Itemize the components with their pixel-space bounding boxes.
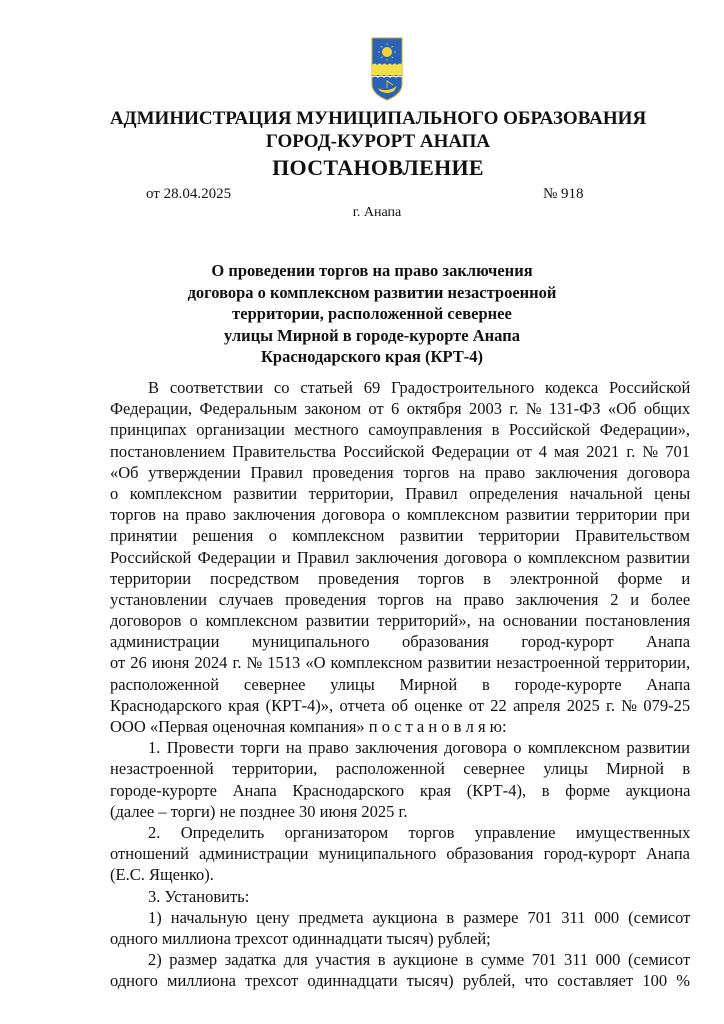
body-line: администрации муниципального образования город-курорт Анапа [110, 632, 691, 652]
body-line: 1) начальную цену предмета аукциона в размере 701 311 000 (семисот [148, 907, 691, 927]
title-line: Краснодарского края (КРТ-4) [260, 347, 484, 366]
title-line: договора о комплексном развитии незастроенной [187, 282, 557, 302]
title-line: территории, расположенной севернее [232, 304, 512, 323]
body-line: договоров о комплексном развитии территорий», на основании постановления [110, 611, 691, 631]
body-line: расположенной севернее улицы Мирной в городе-курорте Анапа [110, 674, 691, 694]
body-line: «Об утверждении Правил проведения торгов на право заключения договора [110, 462, 691, 482]
body-line: (Е.С. Ященко). [110, 865, 214, 885]
doc-type: ПОСТАНОВЛЕНИЕ [272, 155, 484, 180]
body-line: торгов на право заключения договора о комплексном развитии территории при [110, 505, 690, 525]
org-name: АДМИНИСТРАЦИЯ МУНИЦИПАЛЬНОГО ОБРАЗОВАНИЯ [109, 108, 647, 129]
body-line: от 26 июня 2024 г. № 1513 «О комплексном развитии незастроенной территории, [110, 653, 691, 673]
body-line: 2. Определить организатором торгов управление имущественных [148, 822, 691, 842]
body-line: постановлением Правительства Российской Федерации от 4 мая 2021 г. № 701 [110, 441, 690, 461]
body-line: одного миллиона трехсот одиннадцати тысяч) рублей; [110, 928, 491, 948]
body-line: 2) размер задатка для участия в аукционе в сумме 701 311 000 (семисот [148, 950, 691, 970]
body-line: (далее – торги) не позднее 30 июня 2025 г. [110, 801, 408, 821]
body-line: Краснодарского края (КРТ-4)», отчета об оценке от 22 апреля 2025 г. № 079-25 [110, 695, 691, 715]
body-line: В соответствии со статьей 69 Градостроительного кодекса Российской [148, 378, 691, 397]
body-line: ООО «Первая оценочная компания» п о с т а н о в л я ю: [110, 717, 507, 736]
body-line: незастроенной территории, расположенной севернее улицы Мирной в [110, 759, 691, 779]
doc-title [0, 260, 724, 368]
body-line: одного миллиона трехсот одиннадцати тысяч) рублей, что составляет 100 % [110, 971, 690, 991]
title-line: О проведении торгов на право заключения [211, 261, 533, 280]
coat-of-arms-icon [370, 36, 404, 102]
body-line: 3. Установить: [148, 886, 250, 906]
body-line: о комплексном развитии территории, Правил определения начальной цены [110, 483, 691, 503]
body-line: 1. Провести торги на право заключения договора о комплексном развитии [148, 738, 690, 758]
body-line: территории посредством проведения торгов в электронной форме и [110, 568, 691, 588]
title-line: улицы Мирной в городе-курорте Анапа [224, 325, 520, 345]
body-line: принципах организации местного самоуправления в Российской Федерации», [110, 420, 690, 440]
org-city: ГОРОД-КУРОРТ АНАПА [265, 131, 491, 152]
doc-city: г. Анапа [352, 205, 402, 220]
body-line: Российской Федерации и Правил заключения договора о комплексном развитии [110, 547, 690, 567]
body-line: принятии решения о комплексном развитии территории Правительством [110, 526, 690, 546]
doc-number: № 918 [543, 186, 584, 202]
body-line: установлении случаев проведения торгов на право заключения 2 и более [110, 589, 691, 609]
doc-date: от 28.04.2025 [146, 186, 232, 202]
doc-body [110, 377, 690, 991]
body-line: отношений администрации муниципального образования город-курорт Анапа [110, 844, 691, 864]
body-line: городе-курорте Анапа Краснодарского края (КРТ-4), в форме аукциона [110, 780, 691, 800]
body-line: Федерации, Федеральным законом от 6 октября 2003 г. № 131-ФЗ «Об общих [110, 399, 691, 419]
